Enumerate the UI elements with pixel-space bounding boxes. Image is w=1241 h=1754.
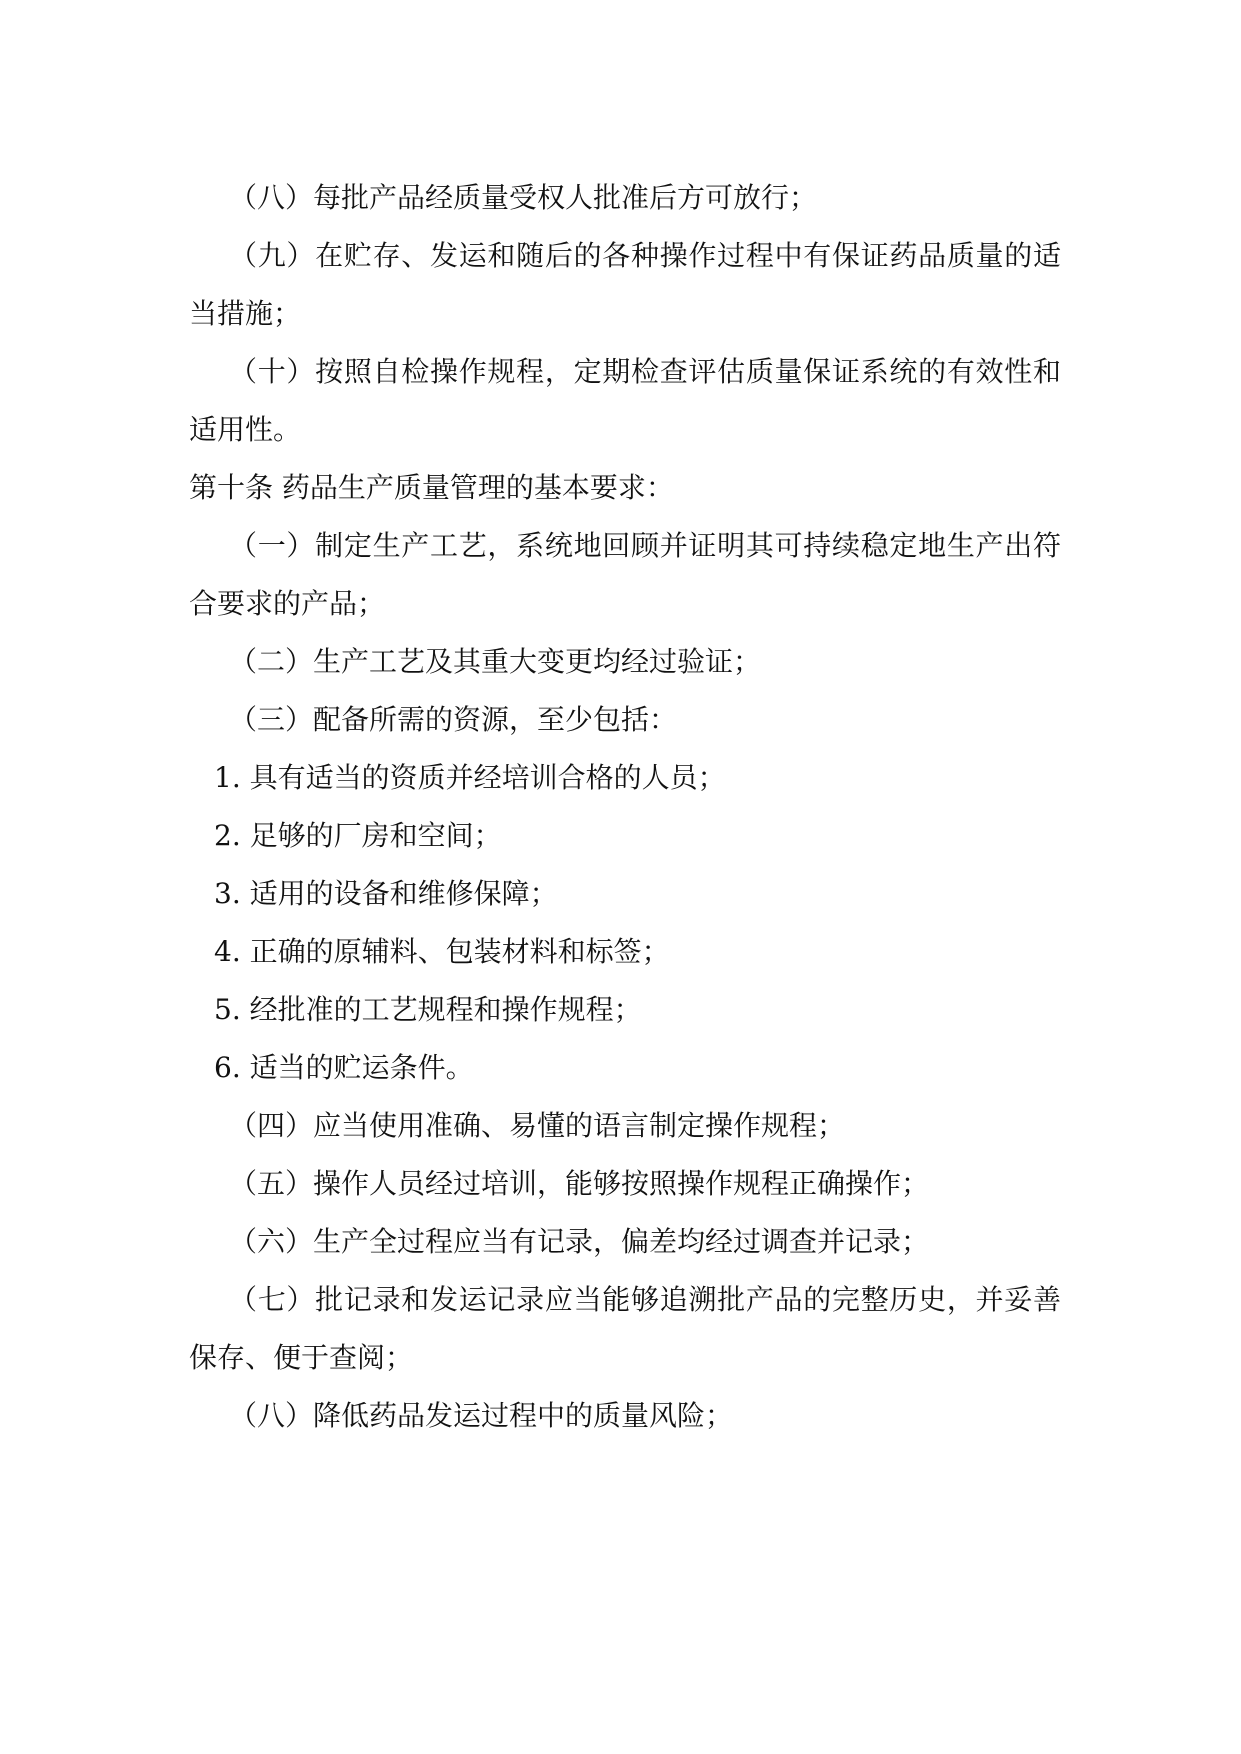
requirement-5-text: （五）操作人员经过培训，能够按照操作规程正确操作； (229, 1167, 930, 1200)
article-10-heading: 第十条 药品生产质量管理的基本要求： (189, 471, 674, 504)
clause-9-text: （九）在贮存、发运和随后的各种操作过程中有保证药品质量的适 (229, 239, 1061, 272)
requirement-2-text: （二）生产工艺及其重大变更均经过验证； (229, 645, 762, 678)
resource-item-2: 2. 足够的厂房和空间； (214, 819, 502, 852)
requirement-1-text: （一）制定生产工艺，系统地回顾并证明其可持续稳定地生产出符 (229, 529, 1061, 562)
requirement-7-continuation: 保存、便于查阅； (189, 1341, 414, 1374)
requirement-4-text: （四）应当使用准确、易懂的语言制定操作规程； (229, 1109, 846, 1142)
requirement-1-continuation: 合要求的产品； (189, 587, 386, 620)
clause-9-continuation: 当措施； (189, 297, 302, 330)
requirement-8-text: （八）降低药品发运过程中的质量风险； (229, 1399, 734, 1432)
resource-item-3: 3. 适用的设备和维修保障； (214, 877, 558, 910)
clause-10-text: （十）按照自检操作规程，定期检查评估质量保证系统的有效性和 (229, 355, 1061, 388)
resource-item-6: 6. 适当的贮运条件。 (214, 1051, 474, 1084)
resource-item-1: 1. 具有适当的资质并经培训合格的人员； (214, 761, 726, 794)
resource-item-4: 4. 正确的原辅料、包装材料和标签； (214, 935, 670, 968)
clause-8-text: （八）每批产品经质量受权人批准后方可放行； (229, 181, 818, 214)
requirement-6-text: （六）生产全过程应当有记录，偏差均经过调查并记录； (229, 1225, 930, 1258)
clause-10-continuation: 适用性。 (189, 413, 302, 446)
requirement-7-text: （七）批记录和发运记录应当能够追溯批产品的完整历史，并妥善 (229, 1283, 1061, 1316)
resource-item-5: 5. 经批准的工艺规程和操作规程； (214, 993, 642, 1026)
requirement-3-text: （三）配备所需的资源，至少包括： (229, 703, 678, 736)
